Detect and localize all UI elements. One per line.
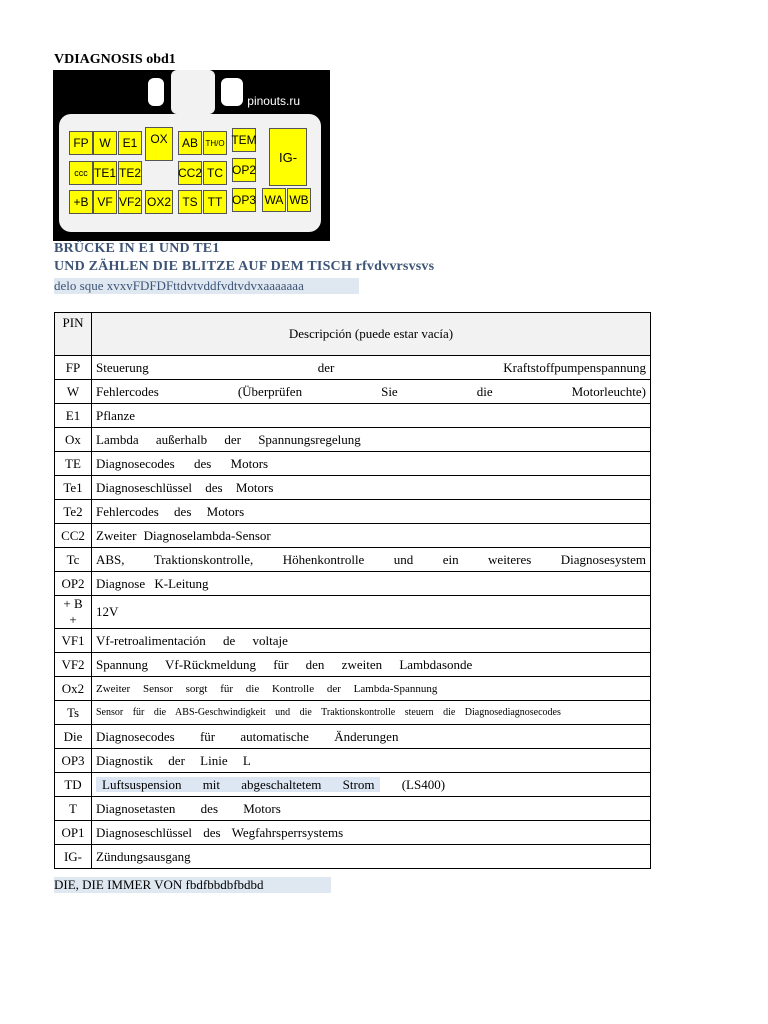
table-row bbox=[55, 452, 651, 476]
pin-te1: TE1 bbox=[93, 161, 117, 185]
row-pin: Tc bbox=[55, 548, 92, 572]
pin-wa: WA bbox=[262, 188, 286, 212]
connector-latch bbox=[148, 78, 164, 106]
footer-note: DIE, DIE IMMER VON fbdfbbdbfbdbd bbox=[54, 877, 331, 893]
connector-diagram bbox=[53, 70, 330, 241]
row-description: Pflanze bbox=[92, 404, 651, 428]
table-row bbox=[55, 572, 651, 596]
row-description: Sensor für die ABS-Geschwindigkeit und die Traktionskontrolle steuern die Diagnosediagnosecodes bbox=[92, 701, 651, 725]
table-row bbox=[55, 845, 651, 869]
header-pin: PIN bbox=[55, 313, 92, 356]
pin-te2: TE2 bbox=[118, 161, 142, 185]
highlighted-description: Luftsuspension mit abgeschaltetem Strom bbox=[96, 777, 380, 792]
row-pin: Te1 bbox=[55, 476, 92, 500]
table-row bbox=[55, 596, 651, 629]
row-description: Diagnoseschlüssel des Wegfahrsperrsystems bbox=[92, 821, 651, 845]
pin-table bbox=[54, 312, 651, 869]
pin-ab: AB bbox=[178, 131, 202, 155]
pin-tt: TT bbox=[203, 190, 227, 214]
pin-tc: TC bbox=[203, 161, 227, 185]
pin-ox: OX bbox=[145, 127, 173, 161]
table-row bbox=[55, 821, 651, 845]
model-suffix: (LS400) bbox=[401, 776, 446, 792]
pin-b: +B bbox=[69, 190, 93, 214]
instruction-heading-1: BRÜCKE IN E1 UND TE1 bbox=[54, 241, 220, 256]
row-description: Diagnoseschlüssel des Motors bbox=[92, 476, 651, 500]
site-label: pinouts.ru bbox=[247, 94, 300, 108]
row-pin: + B + bbox=[55, 596, 92, 629]
pin-vf: VF bbox=[93, 190, 117, 214]
pin-tho: TH/O bbox=[203, 131, 227, 155]
pin-fp: FP bbox=[69, 131, 93, 155]
table-row bbox=[55, 524, 651, 548]
row-pin: W bbox=[55, 380, 92, 404]
pin-op2: OP2 bbox=[232, 158, 256, 182]
row-description: Fehlercodes des Motors bbox=[92, 500, 651, 524]
table-row bbox=[55, 677, 651, 701]
row-pin: T bbox=[55, 797, 92, 821]
row-pin: TE bbox=[55, 452, 92, 476]
pin-e1: E1 bbox=[118, 131, 142, 155]
pin-ccc: ccc bbox=[69, 161, 93, 185]
table-row bbox=[55, 356, 651, 380]
pin-w: W bbox=[93, 131, 117, 155]
row-description: Zweiter Diagnoselambda-Sensor bbox=[92, 524, 651, 548]
pin-ig: IG- bbox=[269, 128, 307, 186]
table-row bbox=[55, 749, 651, 773]
row-description: Diagnosecodes des Motors bbox=[92, 452, 651, 476]
row-description: Diagnosecodes für automatische Änderungen bbox=[92, 725, 651, 749]
table-row bbox=[55, 797, 651, 821]
header-description: Descripción (puede estar vacía) bbox=[92, 313, 651, 356]
row-pin: Die bbox=[55, 725, 92, 749]
table-row bbox=[55, 629, 651, 653]
row-pin: OP1 bbox=[55, 821, 92, 845]
row-pin: CC2 bbox=[55, 524, 92, 548]
row-pin: Te2 bbox=[55, 500, 92, 524]
row-pin: OP2 bbox=[55, 572, 92, 596]
connector-clip bbox=[171, 70, 215, 114]
table-row bbox=[55, 476, 651, 500]
row-pin: VF2 bbox=[55, 653, 92, 677]
pin-cc2: CC2 bbox=[178, 161, 202, 185]
row-description: Fehlercodes (Überprüfen Sie die Motorleuchte) bbox=[92, 380, 651, 404]
row-description: Steuerung der Kraftstoffpumpenspannung bbox=[92, 356, 651, 380]
row-pin: TD bbox=[55, 773, 92, 797]
pin-wb: WB bbox=[287, 188, 311, 212]
row-pin: Ox2 bbox=[55, 677, 92, 701]
table-row bbox=[55, 404, 651, 428]
row-description bbox=[92, 773, 651, 797]
table-row bbox=[55, 380, 651, 404]
row-pin: E1 bbox=[55, 404, 92, 428]
row-description: Diagnostik der Linie L bbox=[92, 749, 651, 773]
table-row bbox=[55, 548, 651, 572]
pin-ox2: OX2 bbox=[145, 190, 173, 214]
connector-latch bbox=[221, 78, 243, 106]
row-pin: VF1 bbox=[55, 629, 92, 653]
table-row bbox=[55, 653, 651, 677]
row-description: Lambda außerhalb der Spannungsregelung bbox=[92, 428, 651, 452]
row-description: Spannung Vf-Rückmeldung für den zweiten Lambdasonde bbox=[92, 653, 651, 677]
row-description: Vf-retroalimentación de voltaje bbox=[92, 629, 651, 653]
table-row bbox=[55, 428, 651, 452]
table-row bbox=[55, 773, 651, 797]
pin-vf2: VF2 bbox=[118, 190, 142, 214]
table-row bbox=[55, 500, 651, 524]
row-pin: FP bbox=[55, 356, 92, 380]
highlighted-note: delo sque xvxvFDFDFttdvtvddfvdtvdvxaaaaaaa bbox=[54, 278, 359, 294]
row-description: ABS, Traktionskontrolle, Höhenkontrolle und ein weiteres Diagnosesystem bbox=[92, 548, 651, 572]
table-row bbox=[55, 701, 651, 725]
row-description: Diagnose K-Leitung bbox=[92, 572, 651, 596]
row-pin: IG- bbox=[55, 845, 92, 869]
row-pin: OP3 bbox=[55, 749, 92, 773]
pin-op3: OP3 bbox=[232, 188, 256, 212]
instruction-heading-2: UND ZÄHLEN DIE BLITZE AUF DEM TISCH rfvdvvrsvsvs bbox=[54, 259, 435, 274]
pin-tem: TEM bbox=[232, 128, 256, 152]
row-description: 12V bbox=[92, 596, 651, 629]
row-pin: Ts bbox=[55, 701, 92, 725]
row-description: Zündungsausgang bbox=[92, 845, 651, 869]
pin-ts: TS bbox=[178, 190, 202, 214]
row-description: Zweiter Sensor sorgt für die Kontrolle der Lambda-Spannung bbox=[92, 677, 651, 701]
table-row bbox=[55, 725, 651, 749]
row-pin: Ox bbox=[55, 428, 92, 452]
document-title: VDIAGNOSIS obd1 bbox=[54, 52, 176, 67]
table-header-row bbox=[55, 313, 651, 356]
row-description: Diagnosetasten des Motors bbox=[92, 797, 651, 821]
